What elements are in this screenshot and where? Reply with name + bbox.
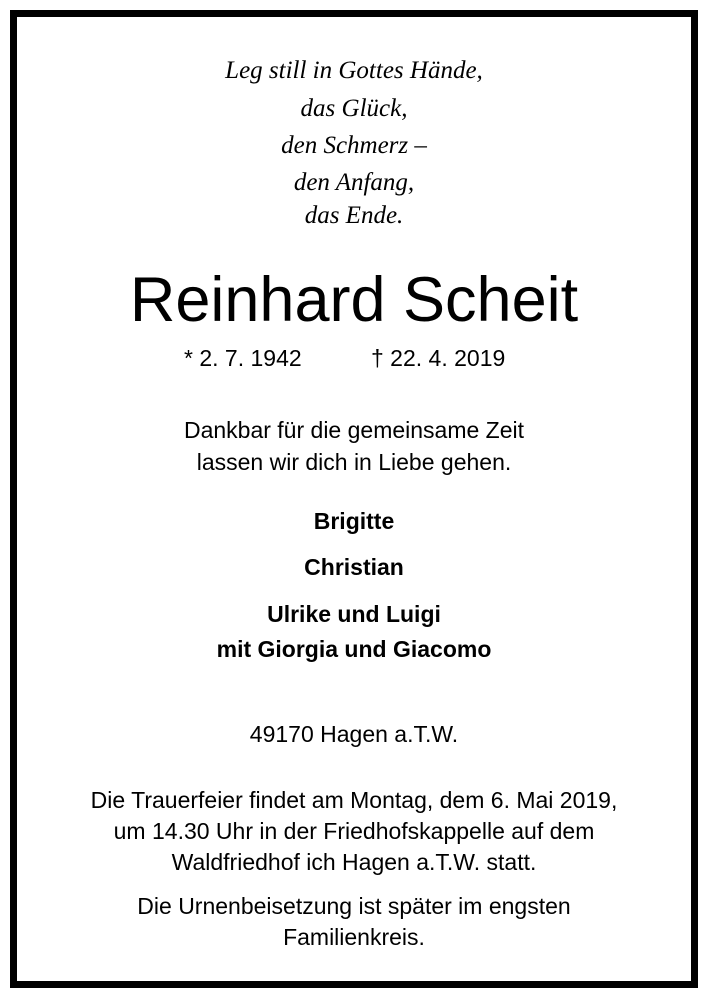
death-date: † 22. 4. 2019 bbox=[371, 345, 506, 371]
thanks-line-1: Dankbar für die gemeinsame Zeit bbox=[183, 417, 525, 443]
mourner-3: Ulrike und Luigi bbox=[267, 601, 441, 627]
mourner-2: Christian bbox=[304, 554, 404, 580]
burial-line-2: Familienkreis. bbox=[283, 924, 425, 950]
ceremony-line-2: um 14.30 Uhr in der Friedhofskappelle auf dem bbox=[113, 818, 595, 844]
ceremony-line-3: Waldfriedhof ich Hagen a.T.W. statt. bbox=[171, 849, 537, 875]
mourner-4: mit Giorgia und Giacomo bbox=[216, 636, 492, 662]
thanks-line-2: lassen wir dich in Liebe gehen. bbox=[196, 449, 512, 475]
verse-line-1: Leg still in Gottes Hände, bbox=[225, 57, 483, 84]
deceased-name: Reinhard Scheit bbox=[129, 265, 579, 335]
mourner-1: Brigitte bbox=[313, 508, 395, 534]
burial-line-1: Die Urnenbeisetzung ist später im engsten bbox=[137, 893, 571, 919]
verse-line-5: das Ende. bbox=[304, 202, 404, 229]
ceremony-line-1: Die Trauerfeier findet am Montag, dem 6. Mai 2019, bbox=[90, 787, 618, 813]
verse-line-2: das Glück, bbox=[300, 95, 408, 122]
birth-date: * 2. 7. 1942 bbox=[184, 345, 302, 371]
verse-line-3: den Schmerz – bbox=[281, 132, 427, 159]
address: 49170 Hagen a.T.W. bbox=[249, 721, 459, 747]
verse-line-4: den Anfang, bbox=[293, 169, 415, 196]
